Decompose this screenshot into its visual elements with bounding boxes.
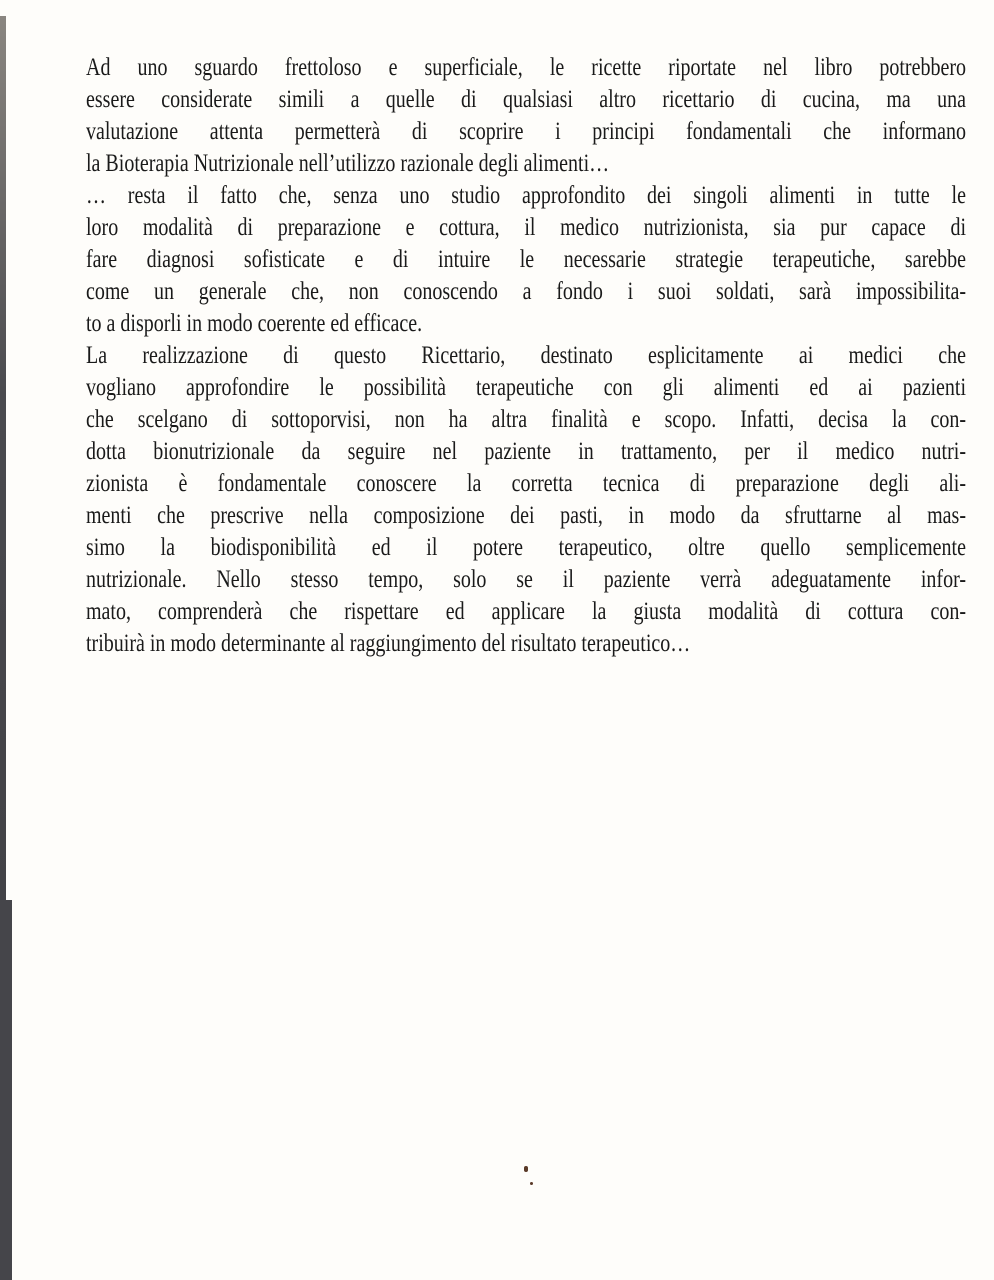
text-line: mato, comprenderà che rispettare ed applicare la giusta modalità di cottura con- xyxy=(86,598,966,625)
paragraph-1 xyxy=(86,52,966,180)
text-line: vogliano approfondire le possibilità terapeutiche con gli alimenti ed ai pazienti xyxy=(86,374,966,401)
text-line: la Bioterapia Nutrizionale nell’utilizzo razionale degli alimenti… xyxy=(86,150,610,177)
text-line: menti che prescrive nella composizione dei pasti, in modo da sfruttarne al mas- xyxy=(86,502,966,529)
text-line: loro modalità di preparazione e cottura, il medico nutrizionista, sia pur capace di xyxy=(86,214,966,241)
text-line: che scelgano di sottoporvisi, non ha altra finalità e scopo. Infatti, decisa la con- xyxy=(86,406,966,433)
text-line: La realizzazione di questo Ricettario, destinato esplicitamente ai medici che xyxy=(86,342,966,369)
page-body xyxy=(86,52,966,660)
text-line: … resta il fatto che, senza uno studio approfondito dei singoli alimenti in tutte le xyxy=(86,182,966,209)
text-line: come un generale che, non conoscendo a fondo i suoi soldati, sarà impossibilita- xyxy=(86,278,966,305)
scan-speck xyxy=(530,1182,533,1185)
text-line: valutazione attenta permetterà di scoprire i principi fondamentali che informano xyxy=(86,118,966,145)
paragraph-3 xyxy=(86,340,966,660)
text-line: simo la biodisponibilità ed il potere terapeutico, oltre quello semplicemente xyxy=(86,534,966,561)
scan-edge-shadow-lower xyxy=(0,900,12,1280)
paragraph-2 xyxy=(86,180,966,340)
text-line: tribuirà in modo determinante al raggiungimento del risultato terapeutico… xyxy=(86,630,691,657)
text-line: zionista è fondamentale conoscere la corretta tecnica di preparazione degli ali- xyxy=(86,470,966,497)
text-line: Ad uno sguardo frettoloso e superficiale, le ricette riportate nel libro potrebbero xyxy=(86,54,966,81)
text-line: fare diagnosi sofisticate e di intuire le necessarie strategie terapeutiche, sarebbe xyxy=(86,246,966,273)
text-line: dotta bionutrizionale da seguire nel paziente in trattamento, per il medico nutri- xyxy=(86,438,966,465)
text-line: essere considerate simili a quelle di qualsiasi altro ricettario di cucina, ma una xyxy=(86,86,966,113)
text-line: nutrizionale. Nello stesso tempo, solo se il paziente verrà adeguatamente infor- xyxy=(86,566,966,593)
text-line: to a disporli in modo coerente ed efficace. xyxy=(86,310,423,337)
scan-speck xyxy=(524,1166,528,1172)
